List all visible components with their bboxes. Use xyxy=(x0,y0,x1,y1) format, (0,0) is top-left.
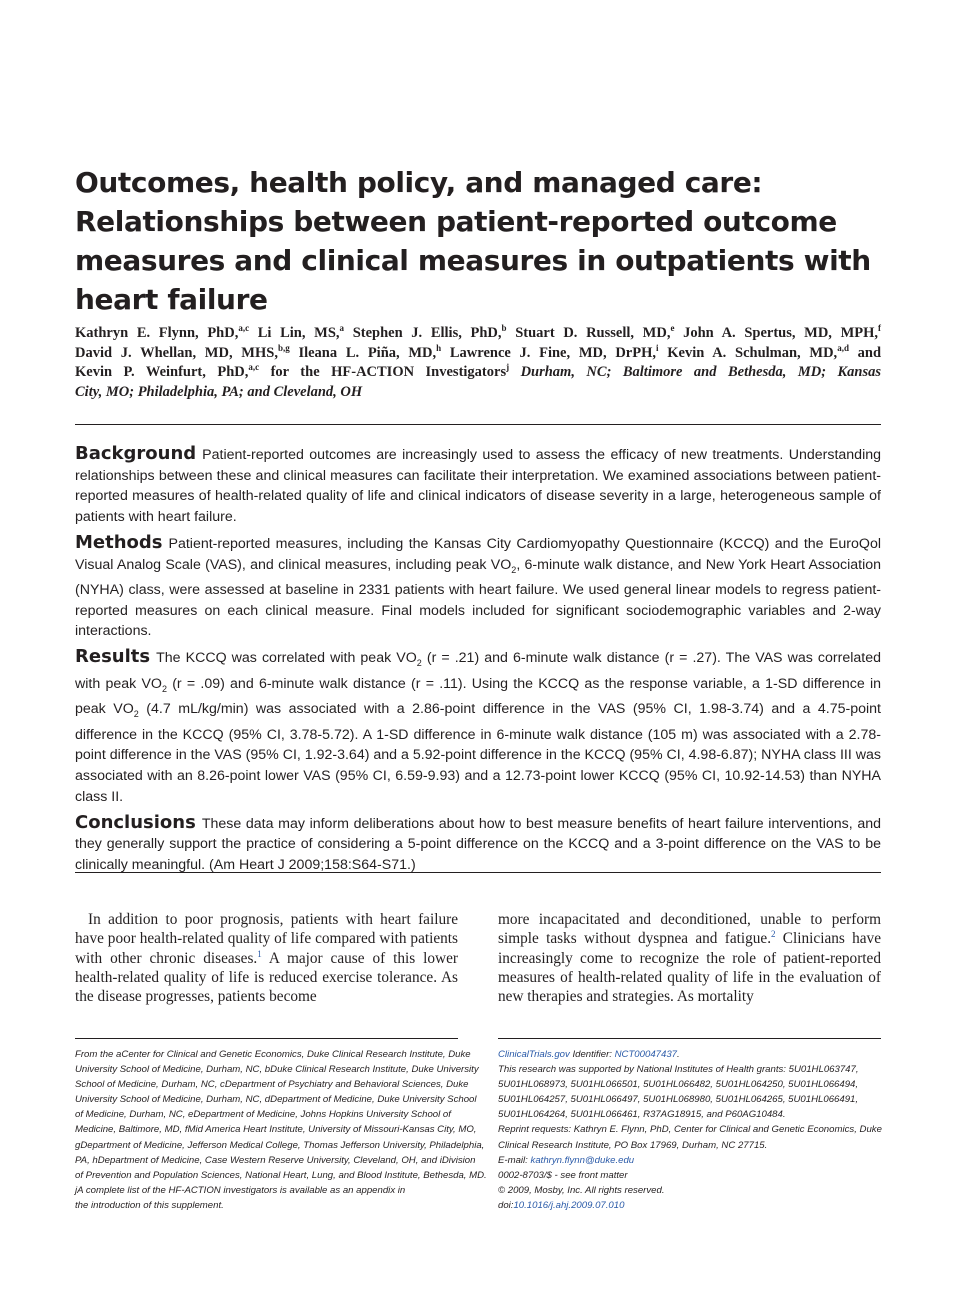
footnote-line: From the aCenter for Clinical and Genetic Economics, Duke Clinical Research Institute, Duke xyxy=(75,1049,471,1060)
title-line: Relationships between patient-reported outcome xyxy=(75,205,837,238)
author: Stuart D. Russell, MD, xyxy=(515,325,671,341)
paragraph-text: Patient-reported outcomes are increasingly used to assess the efficacy of new treatments. Understanding relationships between these and clinical measures can facilitate their interpretation. We examined associations between patient-reported measures of health-related quality of life and clinical indicators of disease severity in a large, heterogeneous sample of patients with heart failure. xyxy=(75,447,881,526)
footnote-line: PA, hDepartment of Medicine, Case Western Reserve University, Cleveland, OH, and iDivision xyxy=(75,1154,476,1166)
abstract-methods xyxy=(75,533,881,642)
footnote-line: 5U01HL068973, 5U01HL066501, 5U01HL066482, 5U01HL064250, 5U01HL066494, xyxy=(498,1079,859,1091)
abstract-bottom-rule xyxy=(75,872,881,873)
author: Kevin P. Weinfurt, PhD, xyxy=(75,364,249,380)
doi-line xyxy=(498,1198,881,1213)
author-affiliation: a,c xyxy=(248,362,260,373)
formula-o2: O xyxy=(150,675,162,692)
formula-o2: O xyxy=(500,556,512,573)
article-title xyxy=(75,163,895,319)
formula-o2: O xyxy=(122,701,134,718)
footnote-line: 5U01HL064264, 5U01HL066461, R37AG18915, and P60AG10484. xyxy=(498,1109,786,1121)
author-locations: City, MO; Philadelphia, PA; and Cleveland, OH xyxy=(75,383,363,400)
author-conjunction: and xyxy=(857,344,882,361)
author-affiliation: f xyxy=(878,323,882,334)
nct-link[interactable]: NCT00047437 xyxy=(614,1049,677,1060)
footnote-line: School of Medicine, Durham, NC, cDepartment of Psychiatry and Behavioral Sciences, Duke xyxy=(75,1079,469,1091)
author-affiliation: i xyxy=(656,342,659,353)
paragraph-text: (r = .21) and 6-minute walk distance (r = .27). The VAS was correlated with peak V xyxy=(75,650,881,692)
email-line xyxy=(498,1153,881,1168)
paragraph-text: more incapacitated and deconditioned, unable to perform simple tasks without dyspnea and fatigue. xyxy=(498,911,881,948)
author-locations: Durham, NC; Baltimore and Bethesda, MD; Kansas xyxy=(520,364,882,380)
body-paragraph xyxy=(75,910,458,1006)
paragraph-text: Clinicians have increasingly come to recognize the role of patient-reported measures of health-related quality of life in the evaluation of new therapies and strategies. As mortality xyxy=(498,930,881,1006)
section-heading: Methods xyxy=(75,531,163,553)
author-list xyxy=(75,324,881,402)
footnote-line: the introduction of this supplement. xyxy=(75,1199,224,1211)
paragraph-text: Patient-reported measures, including the Kansas City Cardiomyopathy Questionnaire (KCCQ) and the EuroQol Visual Analog Scale (VAS), and clinical measures, including peak V xyxy=(75,535,881,573)
title-line: heart failure xyxy=(75,283,268,316)
author-line xyxy=(75,383,881,403)
paragraph-text: A major cause of this lower health-related quality of life is reduced exercise tolerance. As the disease progresses, patients become xyxy=(75,949,458,1006)
email-label: E-mail: xyxy=(498,1154,531,1166)
abstract-top-rule xyxy=(75,424,881,425)
body-column-left xyxy=(75,910,458,1006)
doi-link[interactable]: 10.1016/j.ahj.2009.07.010 xyxy=(513,1199,625,1211)
section-heading: Results xyxy=(75,646,151,668)
abstract-conclusions xyxy=(75,813,881,876)
body-column-right xyxy=(498,910,881,1006)
author: Li Lin, MS, xyxy=(257,325,340,341)
identifier-label: Identifier: xyxy=(569,1049,615,1060)
author: Kevin A. Schulman, MD, xyxy=(667,344,838,361)
funding-footnote xyxy=(498,1047,881,1213)
formula-subscript: 2 xyxy=(133,709,139,720)
period: . xyxy=(677,1049,680,1060)
citation-link[interactable]: 1 xyxy=(257,948,262,959)
issn-line: 0002-8703/$ - see front matter xyxy=(498,1169,628,1181)
footnote-line: of Medicine, Durham, NC, eDepartment of Medicine, Johns Hopkins University School of xyxy=(75,1109,451,1121)
footnote-line: of Prevention and Population Sciences, National Heart, Lung, and Blood Institute, Bethesda, MD. xyxy=(75,1169,487,1181)
section-heading: Conclusions xyxy=(75,811,196,833)
affiliations-footnote xyxy=(75,1047,487,1213)
footnote-line: Clinical Research Institute, PO Box 17969, Durham, NC 27715. xyxy=(498,1139,768,1151)
formula-subscript: 2 xyxy=(161,683,167,694)
author-affiliation: a xyxy=(339,323,345,334)
formula-subscript: 2 xyxy=(416,657,422,668)
author-affiliation: a,d xyxy=(837,342,849,353)
author-affiliation: e xyxy=(670,323,675,334)
footnote-rule-right xyxy=(498,1038,881,1039)
paragraph-text: (4.7 mL/kg/min) was associated with a 2.86-point difference in the VAS (95% CI, 1.98-3.74) and a 4.75-point difference in the KCCQ (95% CI, 3.78-5.72). A 1-SD difference in 6-minute walk distance (105 m) was associated with a 2.78-point difference in the VAS (95% CI, 1.92-3.64) and a 5.92-point difference in the KCCQ (95% CI, 4.98-6.87); NYHA class III was associated with an 8.26-point lower VAS (95% CI, 6.59-9.93) and a 12.73-point lower KCCQ (95% CI, 10.92-14.53) than NYHA class II. xyxy=(75,701,881,805)
footnote-line: This research was supported by National Institutes of Health grants: 5U01HL063747, xyxy=(498,1064,859,1076)
paragraph-text: , 6-minute walk distance, and New York Heart Association (NYHA) class, were assessed at baseline in 2331 patients with heart failure. We used general linear models to regress patient-reported measures on each clinical measure. Final models included for significant sociodemographic variables and 2-way interactions. xyxy=(75,556,881,640)
footnote-line: Reprint requests: Kathryn E. Flynn, PhD, Center for Clinical and Genetic Economics, Duke xyxy=(498,1124,882,1136)
paragraph-text: The KCCQ was correlated with peak V xyxy=(156,650,406,667)
abstract-background xyxy=(75,444,881,528)
author: Stephen J. Ellis, PhD, xyxy=(352,325,502,341)
email-link[interactable]: kathryn.flynn@duke.edu xyxy=(530,1154,635,1166)
author-group: for the HF-ACTION Investigators xyxy=(270,364,507,380)
footnote-line: 5U01HL064257, 5U01HL066497, 5U01HL068980, 5U01HL064265, 5U01HL066491, xyxy=(498,1094,859,1106)
author: David J. Whellan, MD, MHS, xyxy=(75,344,278,361)
footnote-line: jA complete list of the HF-ACTION investigators is available as an appendix in xyxy=(75,1184,406,1196)
title-line: Outcomes, health policy, and managed care: xyxy=(75,166,763,199)
author-affiliation: h xyxy=(436,342,442,353)
paragraph-text: (r = .09) and 6-minute walk distance (r = .11). Using the KCCQ as the response variable, a 1-SD difference in peak V xyxy=(75,675,881,718)
author: Lawrence J. Fine, MD, DrPH, xyxy=(449,344,656,361)
footnote-line: Medicine, Baltimore, MD, fMid America Heart Institute, University of Missouri-Kansas City, MO, xyxy=(75,1124,477,1136)
footnote-line: University School of Medicine, Durham, NC, bDuke Clinical Research Institute, Duke University xyxy=(75,1064,479,1076)
author: Ileana L. Piña, MD, xyxy=(298,344,437,361)
author-affiliation: j xyxy=(506,362,510,373)
abstract xyxy=(75,444,881,881)
abstract-results xyxy=(75,647,881,807)
section-heading: Background xyxy=(75,443,197,464)
author-affiliation: a,c xyxy=(238,323,250,334)
clinicaltrials-link[interactable]: ClinicalTrials.gov xyxy=(498,1049,570,1060)
trial-registration xyxy=(498,1047,881,1062)
footnote-line: University School of Medicine, Durham, NC, dDepartment of Medicine, Duke University School xyxy=(75,1094,477,1106)
author-affiliation: b,g xyxy=(277,342,290,353)
author-line xyxy=(75,324,881,344)
author-line xyxy=(75,344,881,364)
footnote-rule-left xyxy=(75,1038,458,1039)
formula-subscript: 2 xyxy=(511,564,517,575)
formula-o2: O xyxy=(405,650,417,667)
footnote-line: gDepartment of Medicine, Jefferson Medical College, Thomas Jefferson University, Philadelphia, xyxy=(75,1139,485,1151)
paragraph-text: These data may inform deliberations about how to best measure benefits of heart failure interventions, and they generally support the practice of considering a 5-point difference on the KCCQ and a 3-point difference on the VAS to be clinically meaningful. (Am Heart J 2009;158:S64-S71.) xyxy=(75,815,881,873)
citation-link[interactable]: 2 xyxy=(771,929,776,940)
doi-label: doi: xyxy=(498,1199,514,1211)
author-line xyxy=(75,363,881,383)
author: John A. Spertus, MD, MPH, xyxy=(683,325,879,341)
author: Kathryn E. Flynn, PhD, xyxy=(75,325,239,341)
copyright-line: © 2009, Mosby, Inc. All rights reserved. xyxy=(498,1184,665,1196)
author-affiliation: b xyxy=(501,323,507,334)
body-paragraph xyxy=(498,910,881,1006)
paragraph-text: In addition to poor prognosis, patients with heart failure have poor health-related quality of life compared with patients with other chronic diseases. xyxy=(75,911,458,967)
title-line: measures and clinical measures in outpatients with xyxy=(75,244,871,277)
